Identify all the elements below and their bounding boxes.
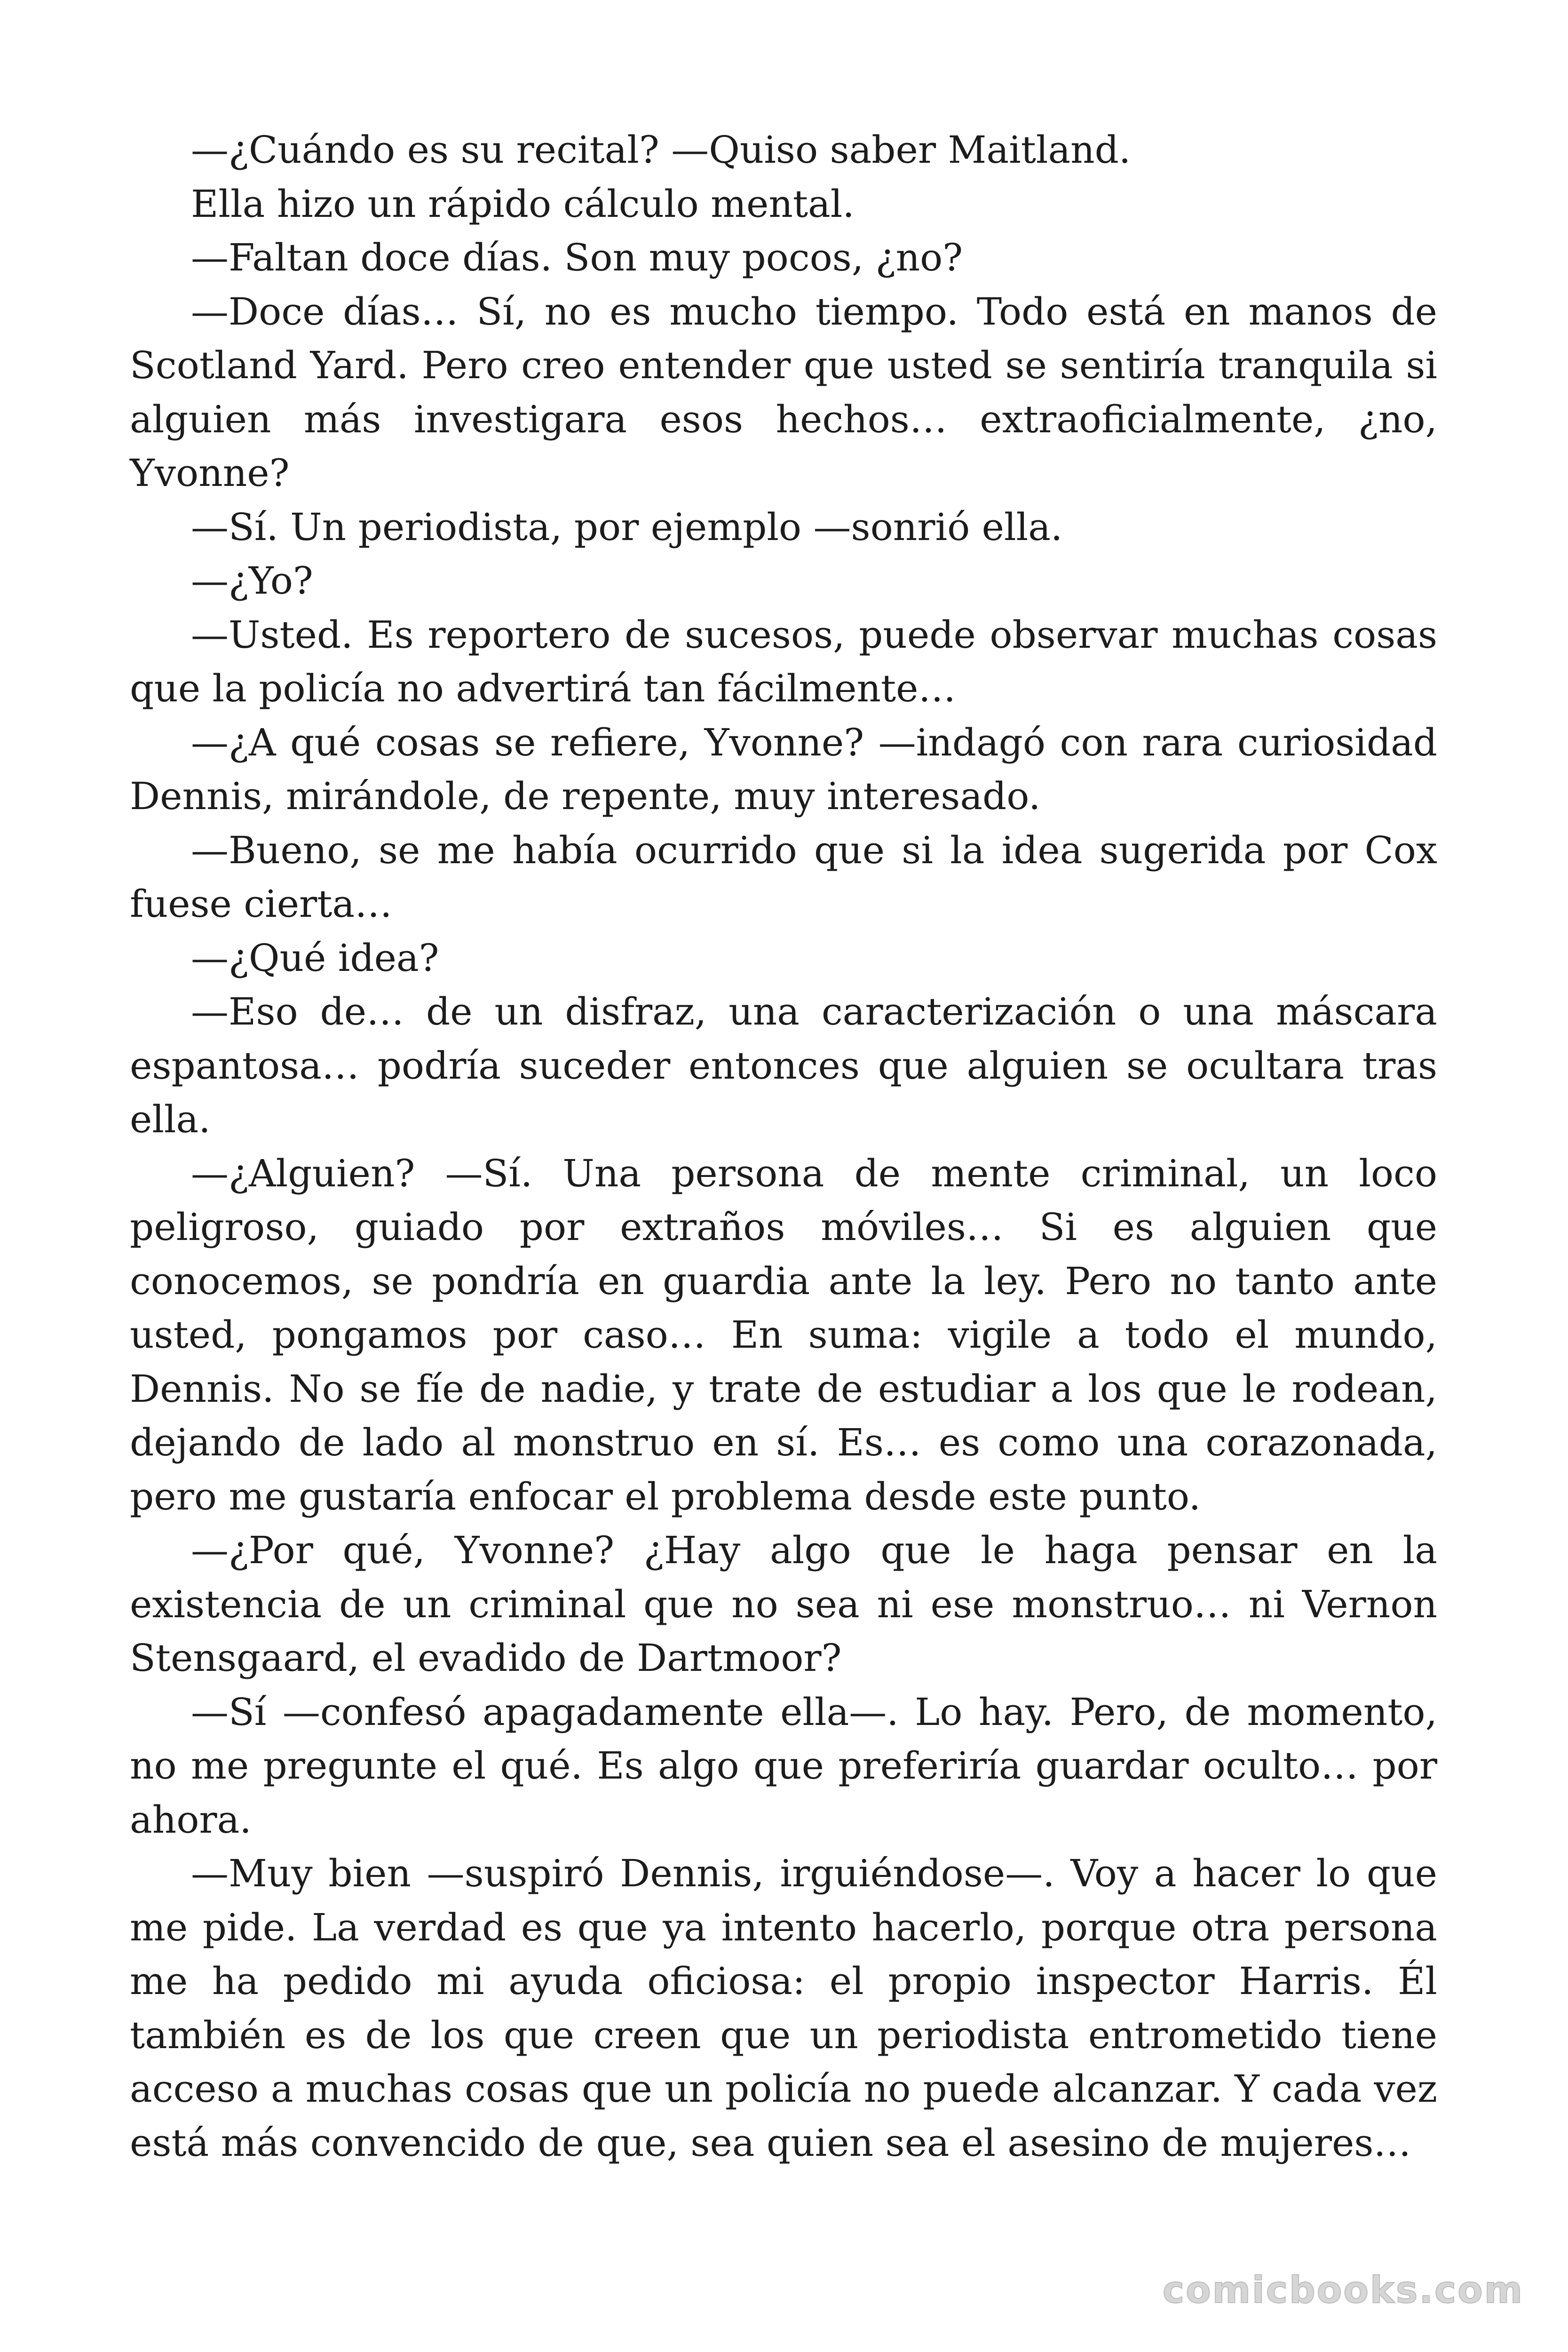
paragraph: —Faltan doce días. Son muy pocos, ¿no? — [191, 236, 963, 279]
paragraph: —¿Por qué, Yvonne? ¿Hay algo que le haga pensar en la existencia de un criminal que no sea ni ese monstruo… ni Vernon Stensgaard, el evadido de Dartmoor? — [130, 1528, 1437, 1680]
book-page-text — [130, 123, 1437, 2193]
paragraph: —¿Cuándo es su recital? —Quiso saber Maitland. — [191, 128, 1131, 172]
paragraph: —Eso de… de un disfraz, una caracterización o una máscara espantosa… podría suceder entonces que alguien se ocultara tras ella. — [130, 990, 1437, 1141]
paragraph: —Bueno, se me había ocurrido que si la idea sugerida por Cox fuese cierta… — [130, 828, 1437, 926]
paragraph: —Sí. Un periodista, por ejemplo —sonrió ella. — [191, 505, 1063, 549]
paragraph: —Doce días… Sí, no es mucho tiempo. Todo está en manos de Scotland Yard. Pero creo entender que usted se sentiría tranquila si alguien más investigara esos hechos… extraoficialmente, ¿no, Yvonne? — [130, 289, 1437, 495]
paragraph: —Usted. Es reportero de sucesos, puede observar muchas cosas que la policía no advertirá tan fácilmente… — [130, 612, 1437, 710]
paragraph: —Muy bien —suspiró Dennis, irguiéndose—. Voy a hacer lo que me pide. La verdad es que ya intento hacerlo, porque otra persona me ha pedido mi ayuda oficiosa: el propio inspector Harris. Él también es de los que creen que un periodista entrometido tiene acceso a muchas cosas que un policía no puede alcanzar. Y cada vez está más convencido de que, sea quien sea el asesino de mujeres… — [130, 1851, 1437, 2165]
paragraph: —¿Qué idea? — [191, 936, 439, 980]
paragraph: —Sí —confesó apagadamente ella—. Lo hay. Pero, de momento, no me pregunte el qué. Es algo que preferiría guardar oculto… por ahora. — [130, 1690, 1437, 1842]
paragraph: —¿A qué cosas se refiere, Yvonne? —indagó con rara curiosidad Dennis, mirándole, de repente, muy interesado. — [130, 720, 1437, 818]
watermark: comicbooks.com — [1162, 2269, 1524, 2312]
paragraph: —¿Yo? — [191, 559, 313, 603]
paragraph: Ella hizo un rápido cálculo mental. — [191, 182, 855, 226]
paragraph: —¿Alguien? —Sí. Una persona de mente criminal, un loco peligroso, guiado por extraños móviles… Si es alguien que conocemos, se pondría en guardia ante la ley. Pero no tanto ante usted, pongamos por caso… En suma: vigile a todo el mundo, Dennis. No se fíe de nadie, y trate de estudiar a los que le rodean, dejando de lado al monstruo en sí. Es… es como una corazonada, pero me gustaría enfocar el problema desde este punto. — [130, 1151, 1437, 1518]
